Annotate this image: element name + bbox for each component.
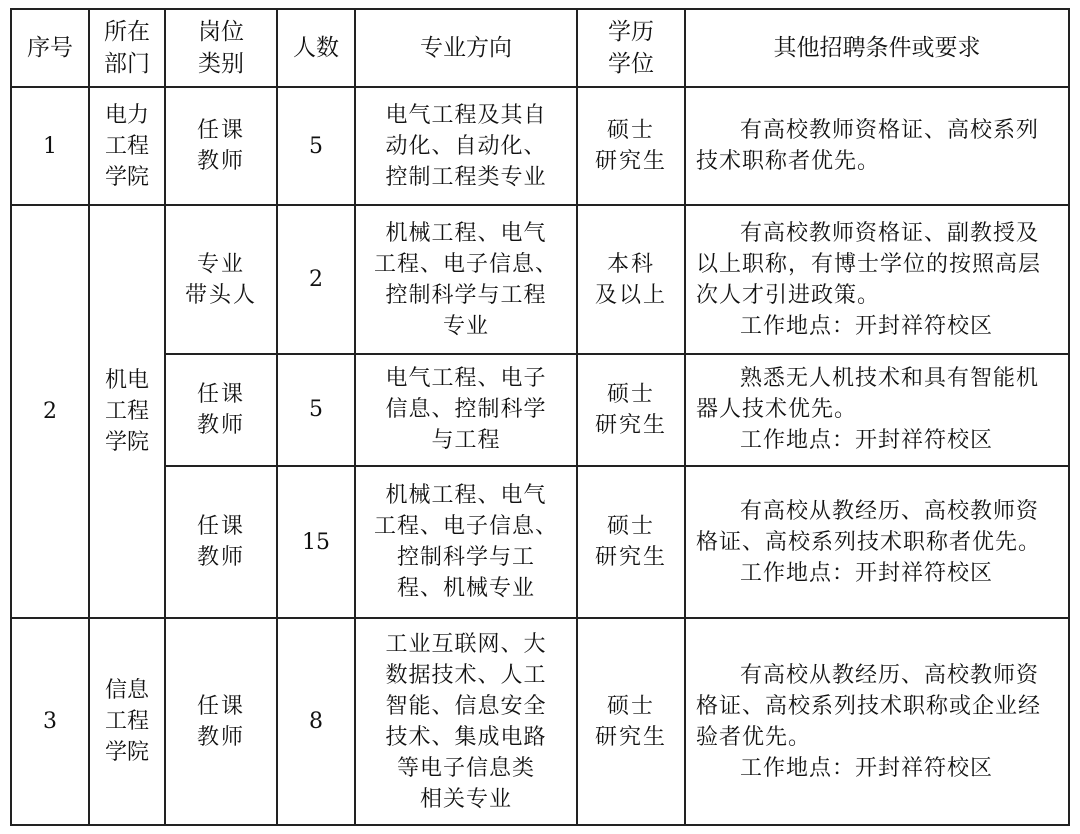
header-degree: 学历 学位 <box>577 9 685 87</box>
cell-requirements: 有高校从教经历、高校教师资格证、高校系列技术职称或企业经验者优先。 工作地点：开封祥符校区 <box>685 618 1069 825</box>
cell-count: 15 <box>277 466 355 618</box>
cell-type: 任课 教师 <box>165 354 277 466</box>
table-row <box>11 87 1069 205</box>
cell-count: 2 <box>277 205 355 353</box>
cell-major: 机械工程、电气 工程、电子信息、 控制科学与工 程、机械专业 <box>355 466 577 618</box>
cell-type: 专业 带头人 <box>165 205 277 353</box>
cell-major: 电气工程、电子 信息、控制科学 与工程 <box>355 354 577 466</box>
work-location: 工作地点：开封祥符校区 <box>740 428 994 454</box>
cell-seq: 2 <box>11 205 89 618</box>
cell-degree: 硕士 研究生 <box>577 354 685 466</box>
cell-dept: 机电 工程 学院 <box>89 205 165 618</box>
cell-type: 任课 教师 <box>165 87 277 205</box>
cell-dept: 电力 工程 学院 <box>89 87 165 205</box>
cell-degree: 硕士 研究生 <box>577 87 685 205</box>
cell-major: 工业互联网、大 数据技术、人工 智能、信息安全 技术、集成电路 等电子信息类 相关专业 <box>355 618 577 825</box>
header-count: 人数 <box>277 9 355 87</box>
table-row <box>11 354 1069 466</box>
header-seq: 序号 <box>11 9 89 87</box>
work-location: 工作地点：开封祥符校区 <box>740 313 994 339</box>
cell-seq: 3 <box>11 618 89 825</box>
cell-count: 5 <box>277 354 355 466</box>
header-req: 其他招聘条件或要求 <box>685 9 1069 87</box>
cell-dept: 信息 工程 学院 <box>89 618 165 825</box>
recruitment-table <box>10 8 1070 826</box>
cell-type: 任课 教师 <box>165 618 277 825</box>
header-dept: 所在 部门 <box>89 9 165 87</box>
cell-type: 任课 教师 <box>165 466 277 618</box>
cell-degree: 本科 及以上 <box>577 205 685 353</box>
cell-major: 电气工程及其自 动化、自动化、 控制工程类专业 <box>355 87 577 205</box>
cell-seq: 1 <box>11 87 89 205</box>
header-row <box>11 9 1069 87</box>
work-location: 工作地点：开封祥符校区 <box>740 755 994 781</box>
table-row <box>11 466 1069 618</box>
cell-degree: 硕士 研究生 <box>577 466 685 618</box>
cell-major: 机械工程、电气 工程、电子信息、 控制科学与工程 专业 <box>355 205 577 353</box>
cell-requirements: 有高校教师资格证、副教授及以上职称，有博士学位的按照高层次人才引进政策。 工作地点：开封祥符校区 <box>685 205 1069 353</box>
cell-degree: 硕士 研究生 <box>577 618 685 825</box>
cell-count: 8 <box>277 618 355 825</box>
header-major: 专业方向 <box>355 9 577 87</box>
table-row <box>11 205 1069 353</box>
table-row <box>11 618 1069 825</box>
cell-requirements: 熟悉无人机技术和具有智能机器人技术优先。 工作地点：开封祥符校区 <box>685 354 1069 466</box>
work-location: 工作地点：开封祥符校区 <box>740 560 994 586</box>
cell-requirements: 有高校从教经历、高校教师资格证、高校系列技术职称者优先。 工作地点：开封祥符校区 <box>685 466 1069 618</box>
header-type: 岗位 类别 <box>165 9 277 87</box>
cell-requirements: 有高校教师资格证、高校系列技术职称者优先。 <box>685 87 1069 205</box>
cell-count: 5 <box>277 87 355 205</box>
